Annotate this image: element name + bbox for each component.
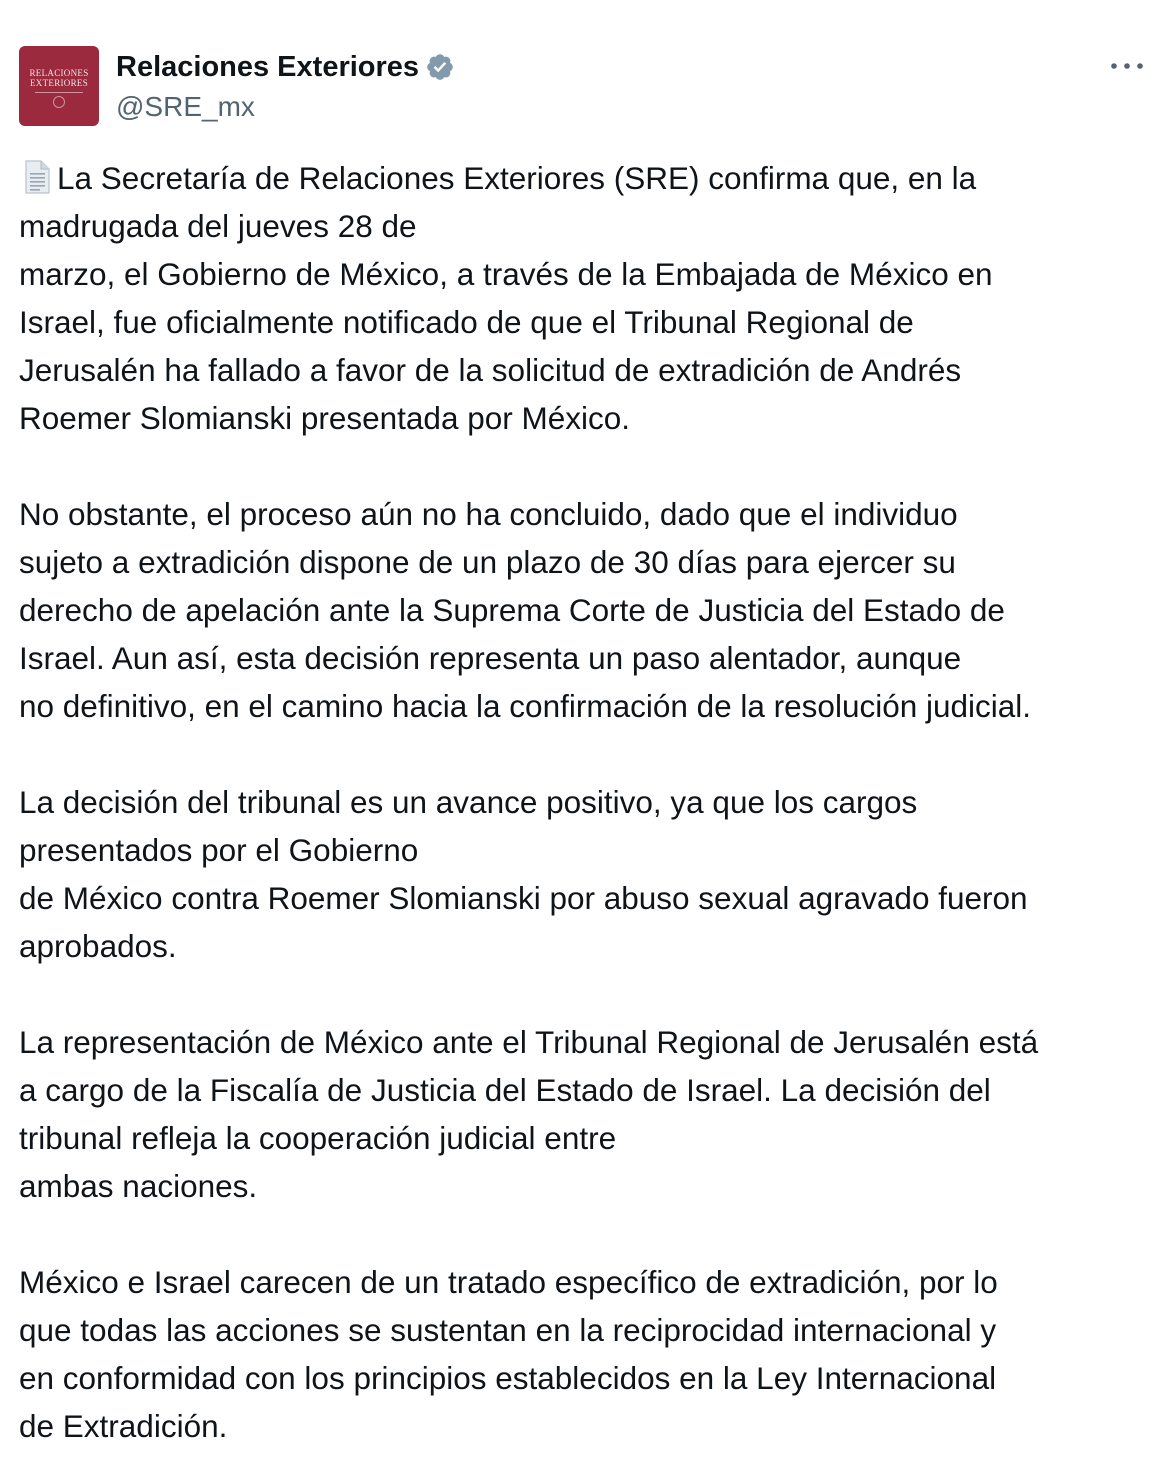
tweet-line: de México contra Roemer Slomianski por abuso sexual agravado fueron: [19, 880, 1028, 916]
tweet-text: [19, 154, 1154, 1450]
tweet-line: no definitivo, en el camino hacia la confirmación de la resolución judicial.: [19, 688, 1032, 724]
tweet-line: La Secretaría de Relaciones Exteriores (SRE) confirma que, en la: [57, 160, 977, 196]
tweet-line: en conformidad con los principios establecidos en la Ley Internacional: [19, 1360, 997, 1396]
display-name[interactable]: Relaciones Exteriores: [116, 51, 420, 83]
tweet-paragraph-1: [19, 154, 1154, 442]
tweet-paragraph-2: [19, 490, 1154, 730]
tweet-line: Israel, fue oficialmente notificado de que el Tribunal Regional de: [19, 304, 914, 340]
tweet-line: Israel. Aun así, esta decisión representa un paso alentador, aunque: [19, 640, 962, 676]
more-options-icon[interactable]: [1105, 46, 1149, 86]
page-facing-up-icon: [23, 159, 51, 193]
account-names: [116, 48, 455, 126]
avatar[interactable]: [19, 46, 99, 126]
tweet-line: La decisión del tribunal es un avance positivo, ya que los cargos: [19, 784, 918, 820]
tweet-line: aprobados.: [19, 928, 177, 964]
tweet-paragraph-5: [19, 1258, 1154, 1450]
paragraph-gap: [19, 970, 1154, 1018]
tweet-line: Roemer Slomianski presentada por México.: [19, 400, 631, 436]
tweet-line: ambas naciones.: [19, 1168, 258, 1204]
tweet-line: de Extradición.: [19, 1408, 228, 1444]
account-handle[interactable]: @SRE_mx: [116, 91, 255, 122]
tweet-line: derecho de apelación ante la Suprema Corte de Justicia del Estado de: [19, 592, 1005, 628]
paragraph-gap: [19, 442, 1154, 490]
tweet-line: Jerusalén ha fallado a favor de la solicitud de extradición de Andrés: [19, 352, 962, 388]
tweet-line: México e Israel carecen de un tratado específico de extradición, por lo: [19, 1264, 998, 1300]
tweet-paragraph-3: [19, 778, 1154, 970]
tweet-line: que todas las acciones se sustentan en la reciprocidad internacional y: [19, 1312, 997, 1348]
tweet-line: presentados por el Gobierno: [19, 832, 419, 868]
tweet-line: tribunal refleja la cooperación judicial entre: [19, 1120, 617, 1156]
tweet-line: a cargo de la Fiscalía de Justicia del Estado de Israel. La decisión del: [19, 1072, 991, 1108]
verified-badge-icon[interactable]: [425, 52, 455, 82]
tweet-line: La representación de México ante el Tribunal Regional de Jerusalén está: [19, 1024, 1039, 1060]
paragraph-gap: [19, 1210, 1154, 1258]
avatar-seal-icon: [53, 96, 65, 108]
tweet-header: [19, 46, 1149, 126]
avatar-rule: [35, 92, 83, 93]
tweet-line: No obstante, el proceso aún no ha concluido, dado que el individuo: [19, 496, 958, 532]
tweet-line: sujeto a extradición dispone de un plazo de 30 días para ejercer su: [19, 544, 956, 580]
tweet-paragraph-4: [19, 1018, 1154, 1210]
avatar-logo-text: RELACIONES EXTERIORES: [29, 68, 89, 88]
display-name-row: [116, 48, 455, 86]
tweet-line: marzo, el Gobierno de México, a través de la Embajada de México en: [19, 256, 993, 292]
paragraph-gap: [19, 730, 1154, 778]
tweet-line: madrugada del jueves 28 de: [19, 208, 417, 244]
